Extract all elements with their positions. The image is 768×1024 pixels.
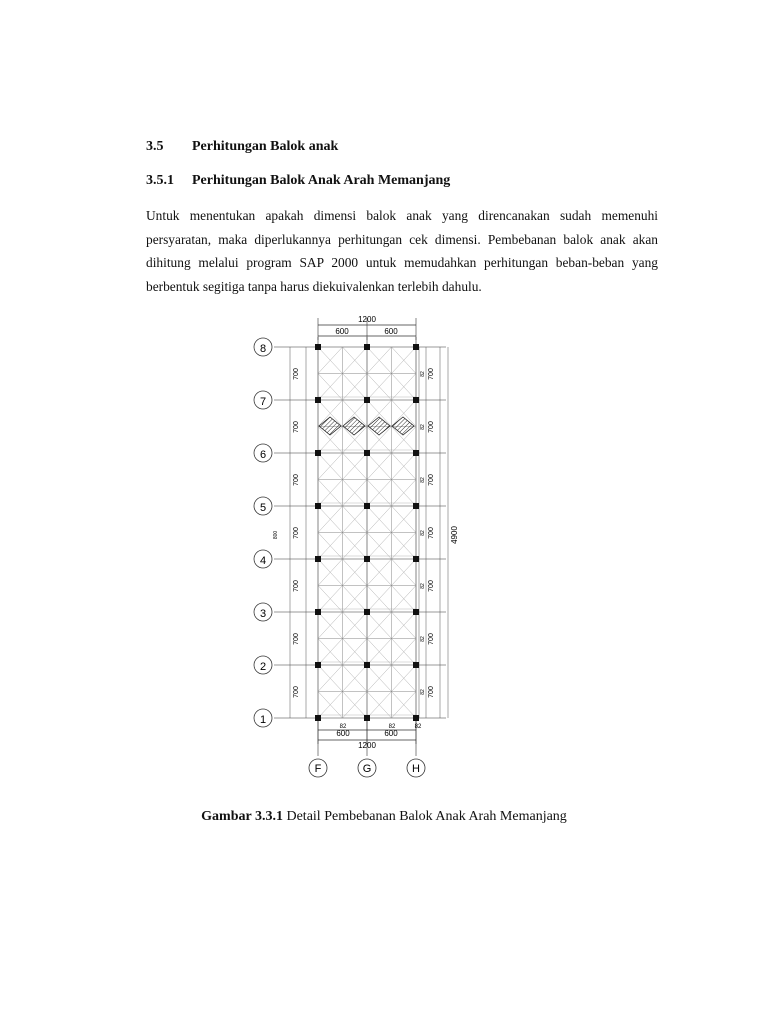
column-marker — [315, 397, 321, 403]
column-marker — [315, 662, 321, 668]
column-marker — [413, 397, 419, 403]
bay-dim-right: 700 — [428, 633, 435, 645]
row-label-1: 1 — [259, 714, 267, 726]
small-mark: 82 — [420, 583, 426, 589]
side-mark: 800 — [273, 530, 279, 540]
small-mark: 82 — [420, 530, 426, 536]
bottom-left-dim: 600 — [336, 729, 350, 738]
small-mark: 82 — [420, 636, 426, 642]
loaded-area-diamond — [368, 417, 390, 435]
column-marker — [413, 556, 419, 562]
section-heading — [146, 139, 338, 155]
column-marker — [315, 556, 321, 562]
column-marker — [364, 715, 370, 721]
column-marker — [315, 715, 321, 721]
drawing-static-layer — [254, 318, 448, 777]
row-label-6: 6 — [259, 449, 267, 461]
subsection-title: Perhitungan Balok Anak Arah Memanjang — [192, 173, 451, 188]
column-label-f: F — [314, 763, 322, 775]
caption-text: Detail Pembebanan Balok Anak Arah Memanjang — [282, 809, 567, 824]
column-marker — [364, 344, 370, 350]
column-marker — [364, 556, 370, 562]
subsection-number: 3.5.1 — [146, 173, 174, 188]
floor-plan-drawing — [146, 308, 658, 792]
bottom-small-right: 82 — [388, 724, 396, 730]
column-label-h: H — [412, 763, 420, 775]
column-marker — [413, 715, 419, 721]
row-label-7: 7 — [259, 396, 267, 408]
bottom-small-left: 82 — [339, 724, 347, 730]
column-marker — [413, 344, 419, 350]
row-label-5: 5 — [259, 502, 267, 514]
bay-dim-left: 700 — [293, 368, 300, 380]
top-total-dim: 1200 — [358, 315, 376, 324]
bottom-total-dim: 1200 — [358, 741, 376, 750]
bay-dim-left: 700 — [293, 580, 300, 592]
structural-plan-figure — [146, 308, 658, 792]
column-marker — [413, 609, 419, 615]
body-paragraph: Untuk menentukan apakah dimensi balok anak yang direncanakan sudah memenuhi persyaratan, maka diperlukannya perhitungan cek dimensi. Pembebanan balok anak akan dihitung melalui program SAP 2000 untuk memudahkan perhitungan beban-beban yang berbentuk segitiga tanpa harus diekuivalenkan terlebih dahulu. — [146, 208, 658, 294]
bottom-small-edge: 82 — [414, 724, 422, 730]
small-mark: 82 — [420, 371, 426, 377]
column-marker — [413, 662, 419, 668]
row-label-8: 8 — [259, 343, 267, 355]
bay-dim-right: 700 — [428, 368, 435, 380]
column-marker — [315, 503, 321, 509]
bay-dim-right: 700 — [428, 527, 435, 539]
bay-dim-right: 700 — [428, 580, 435, 592]
bottom-right-dim: 600 — [384, 729, 398, 738]
bay-dim-left: 700 — [293, 421, 300, 433]
column-marker — [364, 662, 370, 668]
column-marker — [315, 344, 321, 350]
bay-dim-left: 700 — [293, 686, 300, 698]
row-label-2: 2 — [259, 661, 267, 673]
top-right-dim: 600 — [384, 327, 398, 336]
small-mark: 82 — [420, 424, 426, 430]
column-marker — [315, 450, 321, 456]
column-marker — [364, 450, 370, 456]
row-label-4: 4 — [259, 555, 267, 567]
column-marker — [364, 503, 370, 509]
row-label-3: 3 — [259, 608, 267, 620]
bay-dim-right: 700 — [428, 474, 435, 486]
column-marker — [413, 450, 419, 456]
loaded-area-diamond — [319, 417, 341, 435]
column-marker — [364, 397, 370, 403]
small-mark: 82 — [420, 477, 426, 483]
bay-dim-left: 700 — [293, 474, 300, 486]
bay-dim-left: 700 — [293, 633, 300, 645]
section-number: 3.5 — [146, 139, 164, 154]
figure-caption — [0, 809, 768, 825]
top-left-dim: 600 — [335, 327, 349, 336]
bay-dim-right: 700 — [428, 686, 435, 698]
column-label-g: G — [362, 763, 372, 775]
bay-dim-left: 700 — [293, 527, 300, 539]
small-mark: 82 — [420, 689, 426, 695]
total-height-dim: 4900 — [450, 526, 459, 544]
column-marker — [364, 609, 370, 615]
caption-label: Gambar 3.3.1 — [201, 809, 283, 824]
column-marker — [413, 503, 419, 509]
column-marker — [315, 609, 321, 615]
bay-dim-right: 700 — [428, 421, 435, 433]
subsection-heading — [146, 173, 450, 189]
section-title: Perhitungan Balok anak — [192, 139, 339, 154]
